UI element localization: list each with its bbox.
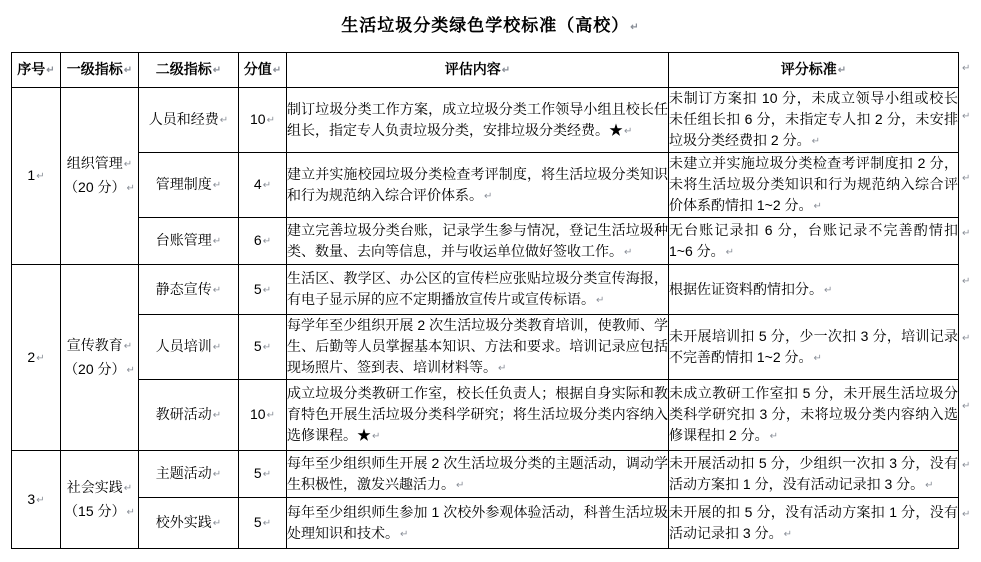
paragraph-mark-icon: ↵ bbox=[123, 340, 133, 352]
standard-cell bbox=[669, 153, 959, 218]
paragraph-mark-icon: ↵ bbox=[36, 494, 45, 506]
standard-cell bbox=[669, 88, 959, 153]
column-header-indicator bbox=[139, 53, 239, 88]
indicator-cell bbox=[139, 218, 239, 265]
paragraph-mark-icon: ↵ bbox=[212, 236, 222, 247]
indicator-text: 人员和经费 bbox=[148, 111, 219, 127]
row-end-mark-icon: ↵ bbox=[962, 228, 971, 239]
paragraph-mark-icon: ↵ bbox=[456, 479, 465, 491]
header-row bbox=[12, 53, 959, 88]
paragraph-mark-icon: ↵ bbox=[630, 22, 640, 33]
row-end-mark-icon: ↵ bbox=[962, 173, 971, 184]
paragraph-mark-icon: ↵ bbox=[498, 363, 507, 374]
table-row bbox=[12, 88, 959, 153]
paragraph-mark-icon: ↵ bbox=[126, 183, 135, 194]
standard-cell bbox=[669, 315, 959, 380]
page-title bbox=[0, 11, 981, 36]
paragraph-mark-icon: ↵ bbox=[783, 528, 792, 540]
indicator-text: 台账管理 bbox=[155, 232, 212, 248]
row-number: 2 bbox=[27, 348, 36, 365]
header-label: 评估内容 bbox=[444, 61, 501, 77]
standard-cell bbox=[669, 380, 959, 451]
standard-text: 未制订方案扣 10 分，未成立领导小组或校长未任组长扣 6 分，未指定专人扣 2 分，未安排垃圾分类经费扣 2 分。 bbox=[669, 90, 958, 148]
paragraph-mark-icon: ↵ bbox=[126, 506, 135, 518]
content-cell bbox=[287, 315, 669, 380]
paragraph-mark-icon: ↵ bbox=[837, 65, 847, 76]
column-header-content bbox=[287, 53, 669, 88]
table-row bbox=[12, 153, 959, 218]
score-cell bbox=[239, 88, 287, 153]
column-header-category bbox=[61, 53, 139, 88]
header-label: 评分标准 bbox=[780, 61, 837, 77]
score-value: 10 bbox=[250, 406, 266, 422]
standard-text: 未开展的扣 5 分，没有活动方案扣 1 分，没有活动记录扣 3 分。 bbox=[669, 503, 958, 541]
standard-cell bbox=[669, 218, 959, 265]
paragraph-mark-icon: ↵ bbox=[262, 180, 272, 191]
standard-text: 无台账记录扣 6 分，台账记录不完善酌情扣 1~6 分。 bbox=[669, 221, 958, 259]
paragraph-mark-icon: ↵ bbox=[925, 479, 934, 491]
standards-table bbox=[11, 52, 959, 549]
score-value: 5 bbox=[253, 514, 262, 530]
paragraph-mark-icon: ↵ bbox=[262, 518, 272, 529]
table-row bbox=[12, 218, 959, 265]
paragraph-mark-icon: ↵ bbox=[400, 528, 409, 540]
row-end-mark-icon: ↵ bbox=[962, 111, 971, 122]
paragraph-mark-icon: ↵ bbox=[266, 115, 275, 126]
paragraph-mark-icon: ↵ bbox=[813, 201, 822, 212]
score-value: 6 bbox=[253, 232, 262, 248]
paragraph-mark-icon: ↵ bbox=[212, 180, 222, 191]
paragraph-mark-icon: ↵ bbox=[212, 65, 222, 76]
paragraph-mark-icon: ↵ bbox=[123, 65, 133, 76]
indicator-text: 静态宣传 bbox=[155, 280, 212, 297]
row-end-mark-icon: ↵ bbox=[962, 63, 971, 74]
row-number-cell bbox=[12, 88, 61, 265]
category-cell bbox=[61, 451, 139, 549]
paragraph-mark-icon: ↵ bbox=[212, 469, 222, 480]
content-cell bbox=[287, 498, 669, 549]
standard-text: 未开展培训扣 5 分，少一次扣 3 分，培训记录不完善酌情扣 1~2 分。 bbox=[669, 327, 958, 365]
content-cell bbox=[287, 380, 669, 451]
paragraph-mark-icon: ↵ bbox=[372, 431, 381, 442]
paragraph-mark-icon: ↵ bbox=[262, 469, 272, 480]
content-text: 制订垃圾分类工作方案，成立垃圾分类工作领导小组且校长任组长，指定专人负责垃圾分类，安排垃圾分类经费。★ bbox=[287, 100, 668, 138]
category-score-text: （20 分） bbox=[64, 179, 126, 195]
table-row bbox=[12, 315, 959, 380]
table-row bbox=[12, 451, 959, 498]
category-text: 宣传教育 bbox=[66, 336, 123, 353]
paragraph-mark-icon: ↵ bbox=[501, 65, 511, 76]
score-value: 10 bbox=[250, 111, 266, 127]
category-text: 组织管理 bbox=[66, 155, 123, 171]
indicator-text: 教研活动 bbox=[155, 406, 212, 422]
standard-cell bbox=[669, 498, 959, 549]
category-score-text: （20 分） bbox=[64, 360, 126, 377]
header-label: 分值 bbox=[243, 61, 272, 77]
table-row bbox=[12, 380, 959, 451]
row-end-mark-icon: ↵ bbox=[962, 401, 971, 412]
paragraph-mark-icon: ↵ bbox=[123, 159, 133, 170]
paragraph-mark-icon: ↵ bbox=[262, 284, 272, 296]
score-value: 5 bbox=[253, 338, 262, 354]
score-cell bbox=[239, 315, 287, 380]
paragraph-mark-icon: ↵ bbox=[262, 236, 272, 247]
paragraph-mark-icon: ↵ bbox=[36, 352, 45, 364]
paragraph-mark-icon: ↵ bbox=[126, 364, 135, 376]
category-name bbox=[61, 334, 138, 358]
content-text: 成立垃圾分类教研工作室，校长任负责人；根据自身实际和教育特色开展生活垃圾分类科学研究；将生活垃圾分类内容纳入选修课程。★ bbox=[287, 385, 668, 443]
paragraph-mark-icon: ↵ bbox=[624, 246, 633, 258]
content-text: 每年至少组织师生开展 2 次生活垃圾分类的主题活动，调动学生积极性，激发兴趣活力。 bbox=[287, 454, 668, 492]
paragraph-mark-icon: ↵ bbox=[262, 342, 272, 353]
category-name bbox=[61, 152, 138, 176]
content-text: 每学年至少组织开展 2 次生活垃圾分类教育培训，使教师、学生、后勤等人员掌握基本知识、方法和要求。培训记录应包括现场照片、签到表、培训材料等。 bbox=[287, 317, 668, 375]
row-end-mark-icon: ↵ bbox=[962, 509, 971, 520]
paragraph-mark-icon: ↵ bbox=[811, 136, 820, 147]
paragraph-mark-icon: ↵ bbox=[484, 190, 493, 202]
category-name bbox=[61, 476, 138, 500]
paragraph-mark-icon: ↵ bbox=[36, 171, 45, 182]
paragraph-mark-icon: ↵ bbox=[272, 65, 282, 76]
content-cell bbox=[287, 451, 669, 498]
content-text: 建立完善垃圾分类台账，记录学生参与情况，登记生活垃圾种类、数量、去向等信息，并与收运单位做好签收工作。 bbox=[287, 221, 668, 259]
standard-text: 根据佐证资料酌情扣分。 bbox=[669, 280, 823, 297]
standard-text: 未开展活动扣 5 分，少组织一次扣 3 分，没有活动方案扣 1 分，没有活动记录扣 3 分。 bbox=[669, 454, 958, 492]
table-row bbox=[12, 265, 959, 315]
indicator-text: 主题活动 bbox=[155, 465, 212, 481]
content-text: 建立并实施校园垃圾分类检查考评制度，将生活垃圾分类知识和行为规范纳入综合评价体系。 bbox=[287, 165, 668, 203]
row-end-mark-icon: ↵ bbox=[962, 276, 971, 287]
score-value: 4 bbox=[253, 176, 262, 192]
paragraph-mark-icon: ↵ bbox=[219, 115, 229, 126]
category-score bbox=[61, 358, 138, 382]
standard-cell bbox=[669, 265, 959, 315]
indicator-cell bbox=[139, 498, 239, 549]
paragraph-mark-icon: ↵ bbox=[813, 352, 822, 364]
indicator-cell bbox=[139, 265, 239, 315]
indicator-cell bbox=[139, 88, 239, 153]
content-text: 每年至少组织师生参加 1 次校外参观体验活动，科普生活垃圾处理知识和技术。 bbox=[287, 503, 668, 541]
paragraph-mark-icon: ↵ bbox=[769, 431, 778, 442]
category-cell bbox=[61, 265, 139, 451]
paragraph-mark-icon: ↵ bbox=[212, 518, 222, 529]
column-header-score bbox=[239, 53, 287, 88]
score-cell bbox=[239, 153, 287, 218]
table-row bbox=[12, 498, 959, 549]
row-number-cell bbox=[12, 265, 61, 451]
standard-text: 未建立并实施垃圾分类检查考评制度扣 2 分，未将生活垃圾分类知识和行为规范纳入综合评价体系酌情扣 1~2 分。 bbox=[669, 155, 958, 213]
indicator-text: 校外实践 bbox=[155, 514, 212, 530]
paragraph-mark-icon: ↵ bbox=[624, 125, 633, 137]
column-header-standard bbox=[669, 53, 959, 88]
paragraph-mark-icon: ↵ bbox=[123, 482, 133, 494]
standard-text: 未成立教研工作室扣 5 分，未开展生活垃圾分类科学研究扣 3 分，未将垃圾分类内容纳入选修课程扣 2 分。 bbox=[669, 385, 958, 443]
column-header-no bbox=[12, 53, 61, 88]
indicator-cell bbox=[139, 153, 239, 218]
standard-cell bbox=[669, 451, 959, 498]
score-cell bbox=[239, 218, 287, 265]
category-score bbox=[61, 176, 138, 200]
score-cell bbox=[239, 380, 287, 451]
row-number-cell bbox=[12, 451, 61, 549]
header-label: 序号 bbox=[17, 61, 46, 77]
score-value: 5 bbox=[253, 465, 262, 481]
indicator-text: 管理制度 bbox=[155, 176, 212, 192]
content-cell bbox=[287, 265, 669, 315]
paragraph-mark-icon: ↵ bbox=[212, 342, 222, 353]
indicator-text: 人员培训 bbox=[155, 338, 212, 354]
paragraph-mark-icon: ↵ bbox=[596, 295, 605, 306]
page-title-text: 生活垃圾分类绿色学校标准（高校） bbox=[341, 16, 630, 35]
paragraph-mark-icon: ↵ bbox=[212, 410, 222, 421]
row-number: 1 bbox=[27, 167, 36, 183]
content-cell bbox=[287, 218, 669, 265]
category-score-text: （15 分） bbox=[64, 502, 126, 519]
row-end-mark-icon: ↵ bbox=[962, 460, 971, 471]
paragraph-mark-icon: ↵ bbox=[824, 284, 833, 296]
indicator-cell bbox=[139, 380, 239, 451]
header-label: 二级指标 bbox=[155, 61, 212, 77]
paragraph-mark-icon: ↵ bbox=[266, 410, 275, 421]
score-value: 5 bbox=[253, 280, 262, 297]
row-end-mark-icon: ↵ bbox=[962, 333, 971, 344]
content-text: 生活区、教学区、办公区的宣传栏应张贴垃圾分类宣传海报，有电子显示屏的应不定期播放宣传片或宣传标语。 bbox=[287, 270, 668, 307]
paragraph-mark-icon: ↵ bbox=[46, 65, 55, 76]
header-label: 一级指标 bbox=[66, 61, 123, 77]
content-cell bbox=[287, 153, 669, 218]
category-text: 社会实践 bbox=[66, 478, 123, 495]
score-cell bbox=[239, 265, 287, 315]
indicator-cell bbox=[139, 315, 239, 380]
score-cell bbox=[239, 498, 287, 549]
paragraph-mark-icon: ↵ bbox=[212, 284, 222, 296]
row-number: 3 bbox=[27, 490, 36, 507]
category-cell bbox=[61, 88, 139, 265]
indicator-cell bbox=[139, 451, 239, 498]
category-score bbox=[61, 500, 138, 524]
score-cell bbox=[239, 451, 287, 498]
content-cell bbox=[287, 88, 669, 153]
paragraph-mark-icon: ↵ bbox=[725, 246, 735, 258]
